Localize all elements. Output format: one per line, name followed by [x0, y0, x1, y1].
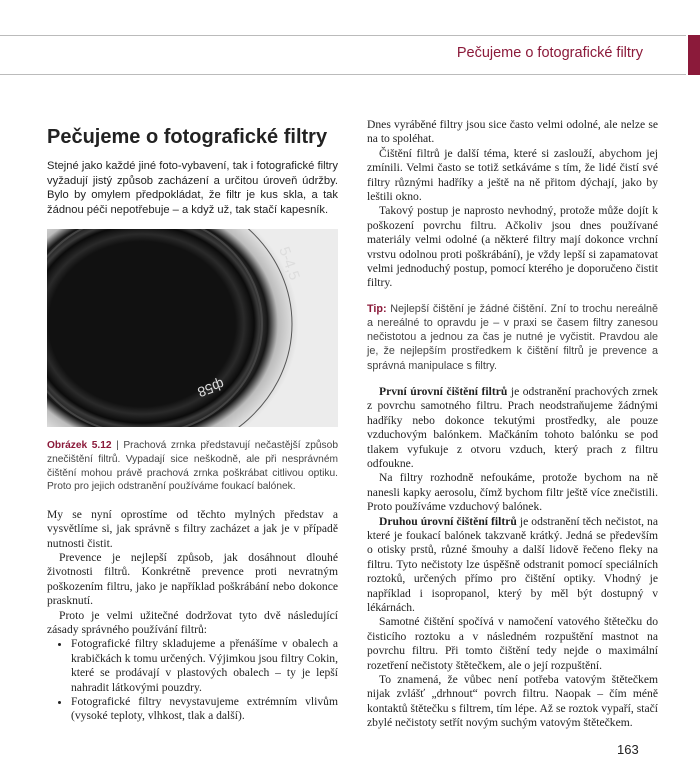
header-top-rule [0, 35, 686, 36]
paragraph-level-1 [367, 385, 658, 471]
lens-photo [47, 229, 338, 427]
lens-marking-aperture: 5-4,5 [275, 244, 303, 283]
section-title: Pečujeme o fotografické filtry [47, 126, 328, 148]
tip-text: Nejlepší čištění je žádné čištění. Zní to trochu nereálně a nereálné to opravdu je – v praxi se časem filtry zanesou nečistotou a jednou za čas je nutné je vyčistit. Pravdou ale je, že nejlepším prostředkem k čištění filtrů je prevence a správná manipulace s filtry. [367, 302, 658, 372]
paragraph: Prevence je nejlepší způsob, jak dosáhnout dlouhé životnosti filtrů. Konkrétně prevence proti nevratným poškozením filtru, jako je například poškrábání nebo dokonce prasknutí. [47, 550, 338, 608]
tip-label: Tip: [367, 302, 387, 315]
level-1-heading: První úrovní čištění filtrů [379, 384, 508, 398]
paragraph-level-2 [367, 515, 658, 616]
paragraph: My se nyní oprostíme od těchto mylných představ a vysvětlíme si, jak správně s filtry zacházet a jak je v případě nutnosti čistit. [47, 507, 338, 550]
figure-caption [47, 439, 338, 493]
level-1-text: je odstranění prachových zrnek z povrchu samotného filtru. Prach neodstraňujeme žádnými hadříky nebo dokonce tekutými prostředky, ale pouze vzduchovým balónkem. Mačkáním tohoto balónku se pod tlakem vyfukuje z otvoru vzduch, který prach z filtru odfoukne. [367, 384, 658, 470]
intro-paragraph: Stejné jako každé jiné foto-vybavení, tak i fotografické filtry vyžadují jistý způsob zacházení a určitou úroveň údržby. Bylo by omylem předpokládat, že filtr je kus skla, a tak žádnou péči nepotřebuje – a když už, tak stačí kapesník. [47, 160, 338, 216]
paragraph: Takový postup je naprosto nevhodný, protože může dojít k poškození povrchu filtru. Ačkoliv jsou dnes používané materiály velmi odolné (a některé filtry mají dokonce vrchní vrstvu odolnou proti poškrábání), je vždy lepší si zapamatovat velmi jednoduchý postup, pomocí kterého je doporučeno čistit filtry. [367, 204, 658, 290]
caption-text: Prachová zrnka představují nečastější způsob znečištění filtrů. Vypadají sice neškodně, ale při nesprávném čištění mohou právě prachová zrnka poškrábat citlivou optiku. Proto pro jejich odstranění používáme foukací balónek. [47, 440, 338, 493]
paragraph: Čištění filtrů je další téma, které si zaslouží, abychom jej zmínili. Velmi často se totiž setkáváme s tím, že lidé čistí své filtry různými hadříky a ještě na ně přitom dýchají, jako by leštili okno. [367, 146, 658, 204]
header-bottom-rule [0, 74, 686, 75]
chapter-tab [688, 35, 700, 75]
list-item: • Fotografické filtry nevystavujeme extrémním vlivům (vysoké teploty, vlhkost, tlak a další). [71, 695, 338, 724]
right-column [367, 118, 658, 731]
paragraph: Na filtry rozhodně nefoukáme, protože bychom na ně nanesli kapky aerosolu, čímž bychom filtr ještě více znečistili. Proto používáme vzduchový balónek. [367, 471, 658, 514]
paragraph: To znamená, že vůbec není potřeba vatovým štětečkem nijak zvlášť „drhnout“ povrch filtru. Naopak – čím méně kontaktů štětečku s filtrem, tím lépe. Až se roztok vypaří, stačí zbylé nečistoty setřít novým suchým vatovým štětečkem. [367, 673, 658, 730]
lens-marking-diameter: ф58 [195, 376, 227, 401]
level-2-text: je odstranění těch nečistot, na které je foukací balónek takzvaně krátký. Jedná se především o otisky prstů, různé šmouhy a další lidově řečeno fleky na filtru. Tyto nečistoty lze úspěšně odstranit pomocí speciálních roztoků, určených přímo pro čištění optiky. Vhodný je například i isopropanol, který by měl být dostupný v lékárnách. [367, 514, 658, 614]
list-item: • Fotografické filtry skladujeme a přenášíme v obalech a krabičkách k tomu určených. Výjimkou jsou filtry Cokin, které se prodávají v plastových obalech – ty je lepší nahradit látkovými pouzdry. [71, 637, 338, 695]
left-column [47, 118, 338, 724]
caption-separator: | [111, 440, 124, 452]
paragraph: Dnes vyráběné filtry jsou sice často velmi odolné, ale nelze se na to spoléhat. [367, 118, 658, 146]
page-number: 163 [617, 742, 639, 757]
paragraph: Samotné čištění spočívá v namočení vatového štětečku do čisticího roztoku a v následném rozpuštění mastnot na povrchu filtru. Při tomto čištění tedy nejde o maximální rozetření nečistoty štětečkem, ale o její rozpuštění. [367, 615, 658, 672]
bullet-list [47, 637, 338, 723]
tip-box [367, 302, 658, 373]
lens-photo-graphic [47, 229, 338, 427]
level-2-heading: Druhou úrovní čištění filtrů [379, 514, 517, 528]
running-head: Pečujeme o fotografické filtry [456, 45, 643, 61]
figure-label: Obrázek 5.12 [47, 440, 112, 452]
paragraph: Proto je velmi užitečné dodržovat tyto dvě následující zásady správného používání filtrů: [47, 608, 338, 636]
